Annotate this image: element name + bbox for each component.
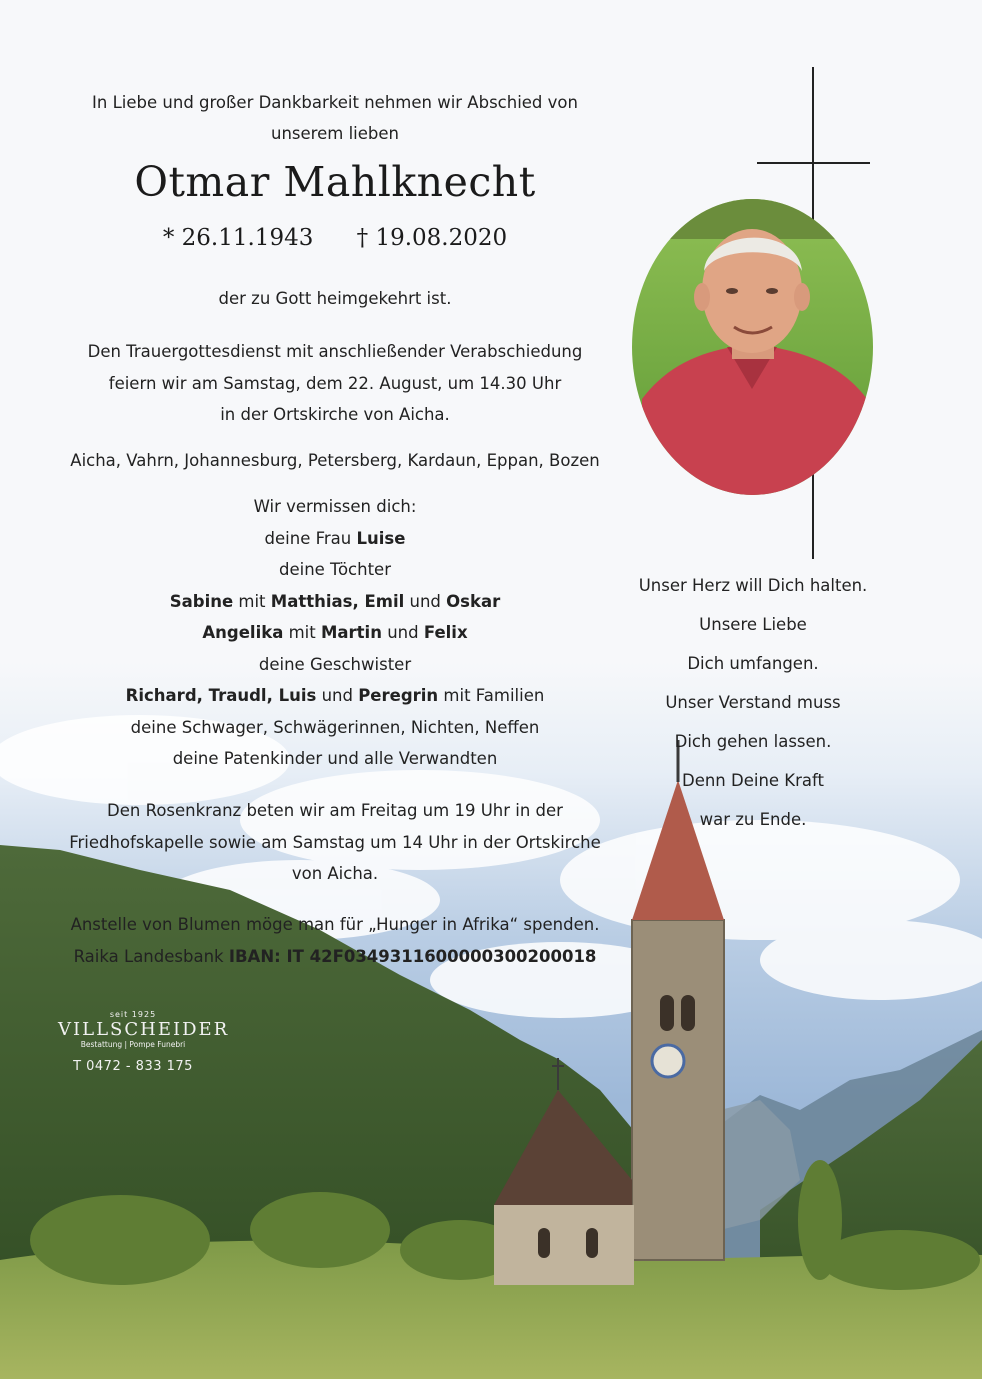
rosary-line-2: Friedhofskapelle sowie am Samstag um 14 Uhr in der Ortskirche bbox=[69, 832, 601, 852]
family3-b: und bbox=[316, 686, 359, 705]
daughters-line: deine Töchter bbox=[278, 560, 391, 579]
logo-brand: VILLSCHEIDER bbox=[58, 1019, 230, 1040]
wife-name: Luise bbox=[356, 528, 406, 548]
funeral-home-logo bbox=[58, 1010, 230, 1074]
returned-text bbox=[30, 283, 640, 315]
relatives-line-1: deine Schwager, Schwägerinnen, Nichten, Neffen bbox=[130, 717, 540, 737]
family1-e: Oskar bbox=[446, 591, 501, 611]
service-line-3: in der Ortskirche von Aicha. bbox=[220, 405, 450, 424]
poem-line: Unser Herz will Dich halten. bbox=[638, 576, 868, 595]
wife-line bbox=[30, 523, 640, 555]
relatives-line-2: deine Patenkinder und alle Verwandten bbox=[172, 749, 498, 768]
poem-line: Unsere Liebe bbox=[699, 615, 807, 634]
birth-date: * 26.11.1943 bbox=[162, 225, 314, 251]
poem-line: Denn Deine Kraft bbox=[681, 771, 824, 790]
bank-line bbox=[30, 941, 640, 973]
deceased-name: Otmar Mahlknecht bbox=[134, 158, 536, 206]
mourners-list bbox=[30, 491, 640, 775]
service-line-1: Den Trauergottesdienst mit anschließender Verabschiedung bbox=[87, 342, 583, 361]
places-line: Aicha, Vahrn, Johannesburg, Petersberg, Kardaun, Eppan, Bozen bbox=[70, 451, 600, 470]
poem-line: Unser Verstand muss bbox=[665, 693, 841, 712]
poem-line: war zu Ende. bbox=[699, 810, 807, 829]
places-text bbox=[30, 445, 640, 477]
family2-b: mit bbox=[283, 623, 321, 642]
returned-line: der zu Gott heimgekehrt ist. bbox=[218, 289, 452, 308]
service-text bbox=[30, 336, 640, 431]
poem-line: Dich gehen lassen. bbox=[674, 732, 832, 751]
family2-c: Martin bbox=[320, 623, 382, 642]
life-dates bbox=[30, 225, 640, 251]
family-line-2 bbox=[30, 617, 640, 649]
family3-d: mit Familien bbox=[438, 686, 545, 705]
siblings-line: deine Geschwister bbox=[258, 654, 412, 674]
poem-line: Dich umfangen. bbox=[687, 654, 819, 673]
family2-a: Angelika bbox=[202, 623, 284, 642]
rosary-text bbox=[30, 795, 640, 890]
family1-b: mit bbox=[233, 591, 271, 611]
intro-text bbox=[30, 87, 640, 149]
rosary-line-1: Den Rosenkranz beten wir am Freitag um 19 Uhr in der bbox=[107, 801, 563, 820]
miss-line: Wir vermissen dich: bbox=[253, 497, 417, 516]
intro-line-1: In Liebe und großer Dankbarkeit nehmen wir Abschied von bbox=[92, 93, 578, 112]
family2-e: Felix bbox=[423, 623, 468, 642]
family1-a: Sabine bbox=[169, 591, 234, 611]
family-line-3 bbox=[30, 680, 640, 712]
intro-line-2: unserem lieben bbox=[271, 124, 399, 143]
logo-since: seit 1925 bbox=[109, 1010, 157, 1019]
logo-phone: T 0472 - 833 175 bbox=[73, 1059, 193, 1074]
service-line-2: feiern wir am Samstag, dem 22. August, um 14.30 Uhr bbox=[108, 373, 562, 393]
portrait-photo bbox=[632, 199, 873, 495]
poem bbox=[608, 566, 898, 839]
family3-a: Richard, Traudl, Luis bbox=[125, 686, 317, 705]
death-date: † 19.08.2020 bbox=[356, 225, 508, 251]
logo-subtitle: Bestattung | Pompe Funebri bbox=[80, 1040, 186, 1049]
family2-d: und bbox=[381, 623, 424, 642]
donation-line: Anstelle von Blumen möge man für „Hunger in Afrika“ spenden. bbox=[70, 915, 600, 934]
bank-prefix: Raika Landesbank bbox=[73, 946, 229, 966]
cross-horizontal-line bbox=[757, 162, 870, 164]
family-line-1 bbox=[30, 586, 640, 618]
wife-prefix: deine Frau bbox=[264, 528, 357, 548]
family1-c: Matthias, Emil bbox=[270, 591, 405, 611]
rosary-line-3: von Aicha. bbox=[291, 864, 379, 883]
family1-d: und bbox=[404, 591, 447, 611]
donation-text bbox=[30, 909, 640, 972]
iban: IBAN: IT 42F0349311600000300200018 bbox=[228, 946, 597, 966]
family3-c: Peregrin bbox=[358, 686, 439, 705]
